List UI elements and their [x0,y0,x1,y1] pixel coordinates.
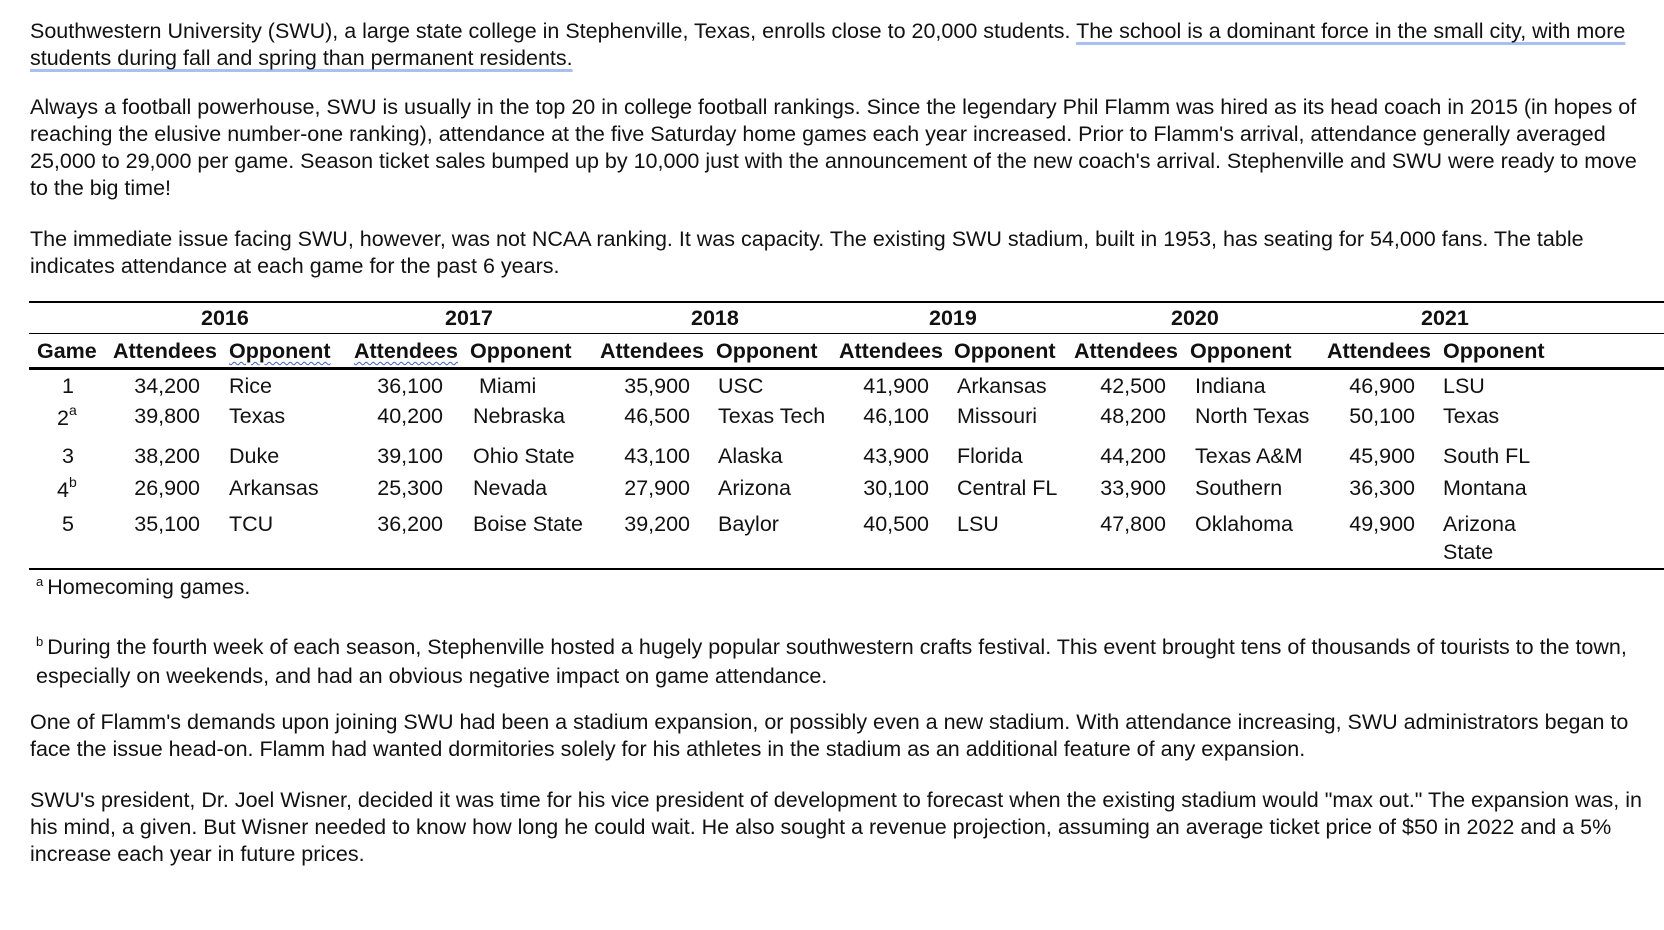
president-paragraph: SWU's president, Dr. Joel Wisner, decided it was time for his vice president of development to forecast when the existing stadium would "max out." The expansion was, in his mind, a given. But Wisner needed to know how long he could wait. He also sought a revenue projection, assuming an average ticket price of $50 in 2022 and a 5% increase each year in future prices. [30,788,1642,866]
attendees-cell: 48,200 [1100,404,1166,428]
attendees-cell: 26,900 [134,476,200,500]
opponent-cell: Rice [229,374,273,398]
opponent-cell: Baylor [718,512,779,536]
opponent-cell: Texas [229,404,286,428]
year-header-2016: 2016 [201,306,249,330]
game-number: 2$^a$ [57,401,77,430]
opponent-cell: Alaska [718,444,783,468]
year-header-2020: 2020 [1171,306,1219,330]
attendees-cell: 39,800 [134,404,200,428]
attendees-cell: 36,300 [1349,476,1415,500]
footnote-marker-b: b [68,473,77,490]
game-number: 3 [62,444,74,468]
attendees-cell: 40,200 [377,404,443,428]
year-header-2018: 2018 [691,306,739,330]
attendees-cell: 33,900 [1100,476,1166,500]
opponent-cell: North Texas [1195,404,1310,428]
column-header-opponent: Opponent [229,339,331,363]
footnote-b [36,634,1656,690]
attendees-cell: 27,900 [624,476,690,500]
opponent-cell: Arizona [718,476,791,500]
footnote-a [36,574,1656,603]
attendees-cell: 43,100 [624,444,690,468]
attendance-table [29,301,1664,571]
opponent-cell: Arizona [1443,512,1516,536]
footnote-a-marker: a [36,574,44,589]
opponent-cell: Montana [1443,476,1527,500]
capacity-paragraph: The immediate issue facing SWU, however, was not NCAA ranking. It was capacity. The existing SWU stadium, built in 1953, has seating for 54,000 fans. The table indicates attendance at each game for the past 6 years. [30,227,1584,278]
attendees-cell: 47,800 [1100,512,1166,536]
attendees-cell: 36,100 [377,374,443,398]
column-header-attendees: Attendees [113,339,217,363]
opponent-cell: Nevada [473,476,548,500]
intro-paragraph [30,18,1656,72]
attendees-cell: 34,200 [134,374,200,398]
year-header-2017: 2017 [445,306,493,330]
opponent-cell: Ohio State [473,444,575,468]
attendees-cell: 46,900 [1349,374,1415,398]
column-header-opponent: Opponent [1190,339,1292,363]
opponent-cell: Duke [229,444,280,468]
column-header-attendees: Attendees [354,339,458,363]
footnote-b-marker: b [36,634,44,649]
footnote-a-text: Homecoming games. [47,575,251,599]
column-header-opponent: Opponent [954,339,1056,363]
column-header-attendees: Attendees [1327,339,1431,363]
attendees-cell: 36,200 [377,512,443,536]
intro-text: Southwestern University (SWU), a large state college in Stephenville, Texas, enrolls close to 20,000 students. [30,19,1077,43]
attendees-cell: 50,100 [1349,404,1415,428]
column-header-rule [29,367,1664,370]
opponent-cell: Florida [957,444,1023,468]
game-number: 5 [62,512,74,536]
year-header-2021: 2021 [1421,306,1469,330]
opponent-cell: Texas [1443,404,1500,428]
attendees-cell: 43,900 [863,444,929,468]
opponent-cell: LSU [1443,374,1485,398]
footnote-b-text: During the fourth week of each season, Stephenville hosted a hugely popular southwestern crafts festival. This event brought tens of thousands of tourists to the town, especially on weekends, and had an obvious negative impact on game attendance. [36,635,1627,688]
opponent-cell: Boise State [473,512,583,536]
attendees-cell: 25,300 [377,476,443,500]
opponent-cell: Missouri [957,404,1038,428]
expansion-paragraph: One of Flamm's demands upon joining SWU had been a stadium expansion, or possibly even a new stadium. With attendance increasing, SWU administrators began to face the issue head-on. Flamm had wanted dormitories solely for his athletes in the stadium as an additional feature of any expansion. [30,710,1629,761]
year-header-2019: 2019 [929,306,977,330]
opponent-cell: Texas A&M [1195,444,1303,468]
opponent-cell: LSU [957,512,999,536]
opponent-cell: Nebraska [473,404,566,428]
table-bottom-rule [29,568,1664,570]
attendees-cell: 44,200 [1100,444,1166,468]
opponent-cell: Southern [1195,476,1283,500]
column-header-opponent: Opponent [716,339,818,363]
opponent-cell: TCU [229,512,274,536]
column-header-attendees: Attendees [839,339,943,363]
game-number: 1 [62,374,74,398]
attendees-cell: 40,500 [863,512,929,536]
attendees-cell: 35,900 [624,374,690,398]
column-header-attendees: Attendees [600,339,704,363]
attendees-cell: 42,500 [1100,374,1166,398]
attendees-cell: 39,200 [624,512,690,536]
opponent-cell: Arkansas [957,374,1047,398]
column-header-opponent: Opponent [1443,339,1545,363]
opponent-cell: Texas Tech [718,404,826,428]
highlighted-sentence: The school is a dominant force in the small city, with more students during fall and spring than permanent residents. [30,19,1626,70]
opponent-cell: South FL [1443,444,1531,468]
opponent-cell-wrap: State [1443,540,1494,564]
table-top-rule [29,301,1664,303]
footnote-marker-a: a [68,401,77,418]
attendees-cell: 46,100 [863,404,929,428]
opponent-cell: USC [718,374,764,398]
attendees-cell: 45,900 [1349,444,1415,468]
column-header-opponent: Opponent [470,339,572,363]
attendees-cell: 41,900 [863,374,929,398]
attendees-cell: 49,900 [1349,512,1415,536]
attendees-cell: 39,100 [377,444,443,468]
football-paragraph: Always a football powerhouse, SWU is usually in the top 20 in college football rankings. Since the legendary Phil Flamm was hired as its head coach in 2015 (in hopes of reaching the elusive number-one ranking), attendance at the five Saturday home games each year increased. Prior to Flamm's arrival, attendance generally averaged 25,000 to 29,000 per game. Season ticket sales bumped up by 10,000 just with the announcement of the new coach's arrival. Stephenville and SWU were ready to move to the big time! [30,95,1637,200]
opponent-cell: Indiana [1195,374,1266,398]
attendees-cell: 35,100 [134,512,200,536]
attendees-cell: 46,500 [624,404,690,428]
opponent-cell: Central FL [957,476,1058,500]
opponent-cell: Arkansas [229,476,319,500]
column-header-attendees: Attendees [1074,339,1178,363]
opponent-cell: Oklahoma [1195,512,1293,536]
game-number: 4$^b$ [57,473,77,502]
attendees-cell: 38,200 [134,444,200,468]
year-header-rule [29,333,1664,334]
attendees-cell: 30,100 [863,476,929,500]
column-header-game: Game [37,339,97,363]
opponent-cell: Miami [479,374,537,398]
